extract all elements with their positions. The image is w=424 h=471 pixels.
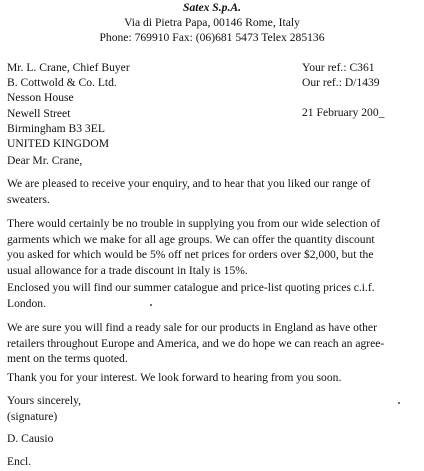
recipient-line: Newell Street <box>7 106 71 120</box>
reference-block <box>302 60 380 90</box>
paragraph-line: ment on the terms quoted. <box>7 352 128 365</box>
recipient-line: Birmingham B3 3EL <box>7 121 105 135</box>
paragraph-4 <box>7 320 421 367</box>
recipient-line: Nesson House <box>7 91 74 105</box>
recipient-line: B. Cottwold & Co. Ltd. <box>7 76 117 90</box>
paragraph-line: London. <box>7 296 46 310</box>
paragraph-line: usual allowance for a trade discount in Italy is 15%. <box>7 263 248 277</box>
signer-name: D. Causio <box>7 432 54 445</box>
recipient-line: Mr. L. Crane, Chief Buyer <box>7 61 130 74</box>
paragraph-line: Enclosed you will find our summer catalogue and price-list quoting prices c.i.f. <box>7 281 375 294</box>
company-address: Via di Pietra Papa, 00146 Rome, Italy <box>124 16 300 29</box>
paragraph-line: garments which we make for all age groups. We can offer the quantity discount <box>7 232 375 246</box>
scan-speck <box>398 402 400 404</box>
recipient-address <box>7 60 130 151</box>
paragraph-line: We are pleased to receive your enquiry, and to hear that you liked our range of <box>7 177 371 190</box>
paragraph-line: retailers throughout Europe and America, and we do hope we can reach an agree- <box>7 336 385 350</box>
your-reference: Your ref.: C361 <box>302 61 375 74</box>
valediction: Yours sincerely, <box>7 394 82 407</box>
paragraph-1 <box>7 176 421 207</box>
paragraph-line: you asked for which would be 5% off net prices for orders over $2,000, but the <box>7 248 374 261</box>
paragraph-line: There would certainly be no trouble in supplying you from our wide selection of <box>7 217 381 230</box>
paragraph-5 <box>7 370 421 386</box>
letterhead <box>0 0 424 45</box>
paragraph-line: We are sure you will find a ready sale for our products in England as have other <box>7 321 377 334</box>
paragraph-line: sweaters. <box>7 192 50 206</box>
paragraph-3 <box>7 280 421 311</box>
recipient-line: UNITED KINGDOM <box>7 137 110 151</box>
company-name: Satex S.p.A. <box>183 1 241 14</box>
our-reference: Our ref.: D/1439 <box>302 76 380 90</box>
company-contact: Phone: 769910 Fax: (06)681 5473 Telex 285136 <box>99 31 325 44</box>
salutation: Dear Mr. Crane, <box>7 154 83 167</box>
paragraph-2 <box>7 216 421 278</box>
closing-block <box>7 393 81 424</box>
scan-speck <box>150 304 152 306</box>
signature-placeholder: (signature) <box>7 409 58 423</box>
letter-date: 21 February 200_ <box>302 106 385 119</box>
paragraph-line: Thank you for your interest. We look forward to hearing from you soon. <box>7 371 342 384</box>
enclosure-note: Encl. <box>7 455 32 468</box>
